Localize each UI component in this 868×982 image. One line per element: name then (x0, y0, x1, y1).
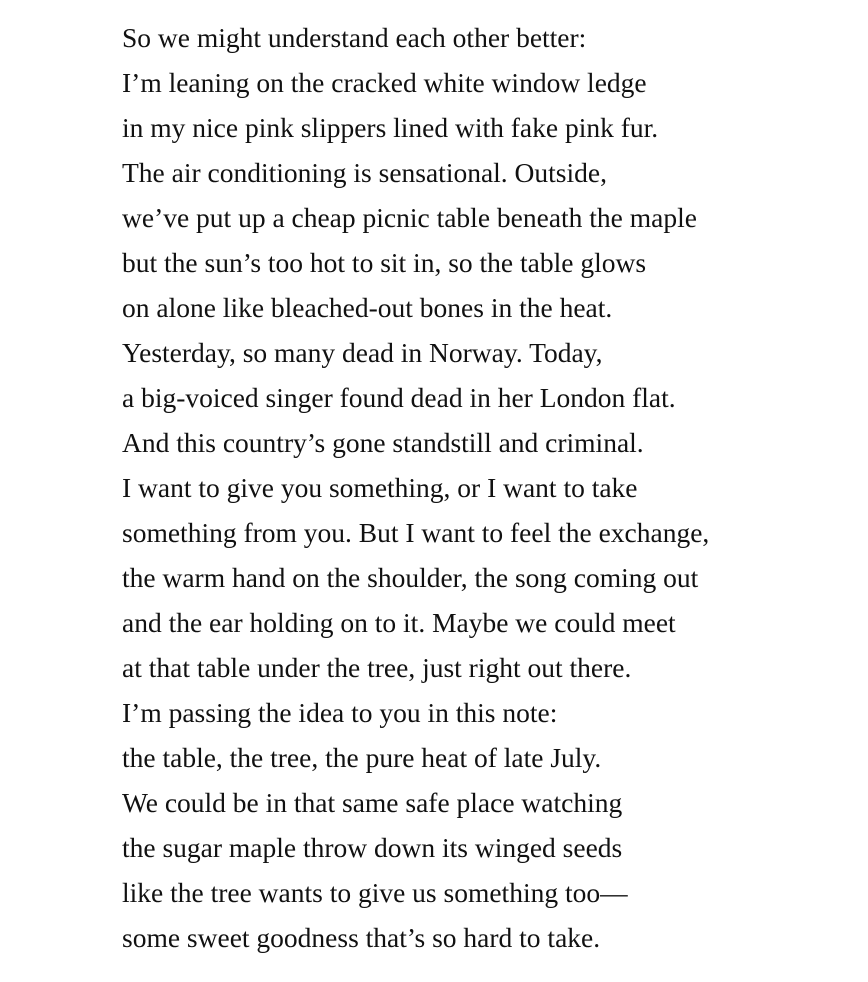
poem-line: on alone like bleached-out bones in the heat. (122, 292, 613, 323)
poem-line: The air conditioning is sensational. Outside, (122, 157, 607, 188)
poem-line: in my nice pink slippers lined with fake pink fur. (122, 112, 659, 143)
poem-line: I’m leaning on the cracked white window ledge (122, 67, 647, 98)
poem-line: I’m passing the idea to you in this note: (122, 697, 558, 728)
poem-line: something from you. But I want to feel the exchange, (122, 517, 710, 548)
poem-line: the warm hand on the shoulder, the song coming out (122, 562, 699, 593)
poem-line: We could be in that same safe place watching (122, 787, 623, 818)
poem-line: So we might understand each other better: (122, 22, 587, 53)
poem-line: the table, the tree, the pure heat of late July. (122, 742, 602, 773)
poem-line: the sugar maple throw down its winged seeds (122, 832, 623, 863)
poem-line: a big-voiced singer found dead in her London flat. (122, 382, 676, 413)
poem-line: And this country’s gone standstill and criminal. (122, 427, 644, 458)
poem-line: I want to give you something, or I want to take (122, 472, 638, 503)
poem-line: some sweet goodness that’s so hard to take. (122, 922, 601, 953)
poem-text (122, 15, 709, 960)
poem-line: Yesterday, so many dead in Norway. Today, (122, 337, 603, 368)
poem-line: but the sun’s too hot to sit in, so the table glows (122, 247, 647, 278)
poem-line: like the tree wants to give us something too— (122, 877, 628, 908)
poem-line: and the ear holding on to it. Maybe we could meet (122, 607, 676, 638)
poem-line: we’ve put up a cheap picnic table beneath the maple (122, 202, 697, 233)
poem-line: at that table under the tree, just right out there. (122, 652, 632, 683)
